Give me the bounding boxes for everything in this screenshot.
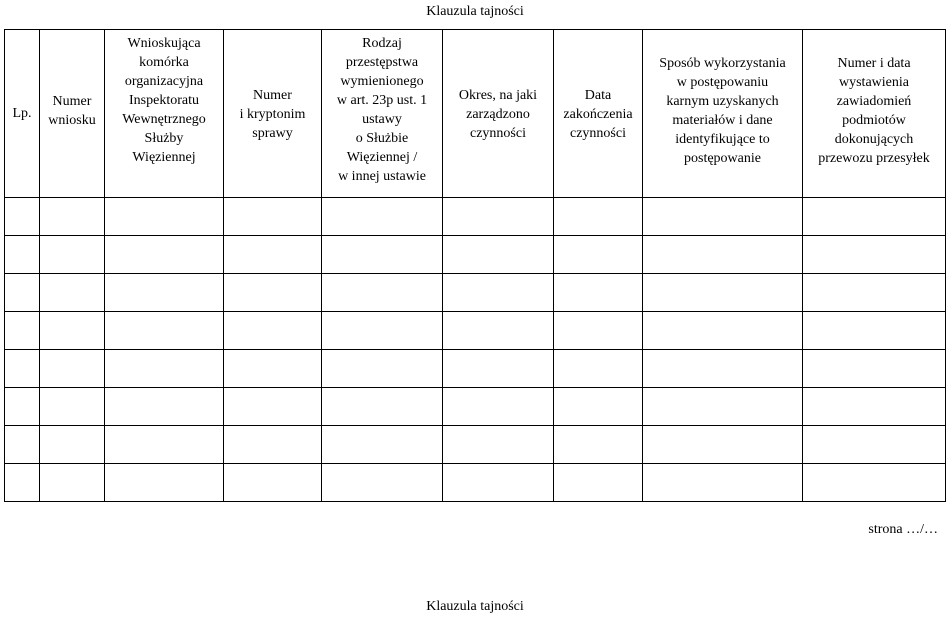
table-cell[interactable] <box>443 236 554 274</box>
register-table <box>4 29 946 502</box>
table-cell[interactable] <box>322 388 443 426</box>
table-cell[interactable] <box>105 350 224 388</box>
table-cell[interactable] <box>224 426 322 464</box>
table-cell[interactable] <box>554 426 643 464</box>
table-cell[interactable] <box>105 388 224 426</box>
table-cell[interactable] <box>803 236 946 274</box>
column-header-offence-type: Rodzaj przestępstwa wymienionego w art. 23p ust. 1 ustawy o Służbie Więziennej / w innej ustawie <box>322 30 443 198</box>
table-cell[interactable] <box>40 350 105 388</box>
table-cell[interactable] <box>5 274 40 312</box>
page-number: strona …/… <box>868 522 938 537</box>
column-header-usage: Sposób wykorzystania w postępowaniu karnym uzyskanych materiałów i dane identyfikujące to postępowanie <box>643 30 803 198</box>
column-header-notifications: Numer i data wystawienia zawiadomień podmiotów dokonujących przewozu przesyłek <box>803 30 946 198</box>
table-cell[interactable] <box>554 350 643 388</box>
table-cell[interactable] <box>443 426 554 464</box>
table-cell[interactable] <box>443 388 554 426</box>
column-header-request-number: Numer wniosku <box>40 30 105 198</box>
table-cell[interactable] <box>554 312 643 350</box>
table-cell[interactable] <box>224 350 322 388</box>
table-row <box>5 426 946 464</box>
table-cell[interactable] <box>105 426 224 464</box>
table-cell[interactable] <box>40 274 105 312</box>
table-cell[interactable] <box>322 274 443 312</box>
table-cell[interactable] <box>803 464 946 502</box>
table-cell[interactable] <box>643 274 803 312</box>
column-header-end-date: Data zakończenia czynności <box>554 30 643 198</box>
table-cell[interactable] <box>224 274 322 312</box>
table-cell[interactable] <box>224 198 322 236</box>
table-cell[interactable] <box>643 388 803 426</box>
table-cell[interactable] <box>803 274 946 312</box>
table-cell[interactable] <box>105 274 224 312</box>
column-header-case-number: Numer i kryptonim sprawy <box>224 30 322 198</box>
table-row <box>5 464 946 502</box>
table-cell[interactable] <box>322 350 443 388</box>
table-cell[interactable] <box>40 426 105 464</box>
table-cell[interactable] <box>643 464 803 502</box>
table-cell[interactable] <box>5 236 40 274</box>
table-cell[interactable] <box>5 464 40 502</box>
column-header-requesting-unit: Wnioskująca komórka organizacyjna Inspektoratu Wewnętrznego Służby Więziennej <box>105 30 224 198</box>
table-cell[interactable] <box>5 312 40 350</box>
table-row <box>5 388 946 426</box>
table-cell[interactable] <box>643 350 803 388</box>
table-cell[interactable] <box>224 388 322 426</box>
table-row <box>5 350 946 388</box>
table-cell[interactable] <box>554 464 643 502</box>
confidentiality-clause-top: Klauzula tajności <box>426 4 524 19</box>
table-cell[interactable] <box>643 198 803 236</box>
table-cell[interactable] <box>105 236 224 274</box>
table-cell[interactable] <box>803 312 946 350</box>
table-cell[interactable] <box>554 198 643 236</box>
table-cell[interactable] <box>554 274 643 312</box>
table-cell[interactable] <box>554 236 643 274</box>
table-row <box>5 198 946 236</box>
table-cell[interactable] <box>224 312 322 350</box>
table-cell[interactable] <box>322 464 443 502</box>
table-row <box>5 312 946 350</box>
table-cell[interactable] <box>443 312 554 350</box>
table-cell[interactable] <box>322 312 443 350</box>
table-cell[interactable] <box>40 312 105 350</box>
table-cell[interactable] <box>5 350 40 388</box>
table-cell[interactable] <box>224 236 322 274</box>
table-cell[interactable] <box>443 274 554 312</box>
table-cell[interactable] <box>443 350 554 388</box>
table-cell[interactable] <box>5 388 40 426</box>
table-cell[interactable] <box>322 198 443 236</box>
table-cell[interactable] <box>322 426 443 464</box>
table-cell[interactable] <box>643 312 803 350</box>
column-header-lp: Lp. <box>5 30 40 198</box>
table-cell[interactable] <box>443 198 554 236</box>
table-cell[interactable] <box>643 426 803 464</box>
table-cell[interactable] <box>803 350 946 388</box>
table-cell[interactable] <box>5 426 40 464</box>
table-cell[interactable] <box>105 198 224 236</box>
table-cell[interactable] <box>40 464 105 502</box>
confidentiality-clause-bottom: Klauzula tajności <box>426 599 524 614</box>
table-cell[interactable] <box>40 388 105 426</box>
table-cell[interactable] <box>105 464 224 502</box>
table-cell[interactable] <box>40 236 105 274</box>
table-cell[interactable] <box>224 464 322 502</box>
table-cell[interactable] <box>5 198 40 236</box>
table-cell[interactable] <box>40 198 105 236</box>
table-cell[interactable] <box>803 198 946 236</box>
table-cell[interactable] <box>803 426 946 464</box>
table-header-row <box>5 30 946 198</box>
table-cell[interactable] <box>105 312 224 350</box>
table-row <box>5 274 946 312</box>
column-header-period: Okres, na jaki zarządzono czynności <box>443 30 554 198</box>
table-cell[interactable] <box>643 236 803 274</box>
table-cell[interactable] <box>803 388 946 426</box>
table-cell[interactable] <box>554 388 643 426</box>
table-row <box>5 236 946 274</box>
table-cell[interactable] <box>322 236 443 274</box>
table-cell[interactable] <box>443 464 554 502</box>
